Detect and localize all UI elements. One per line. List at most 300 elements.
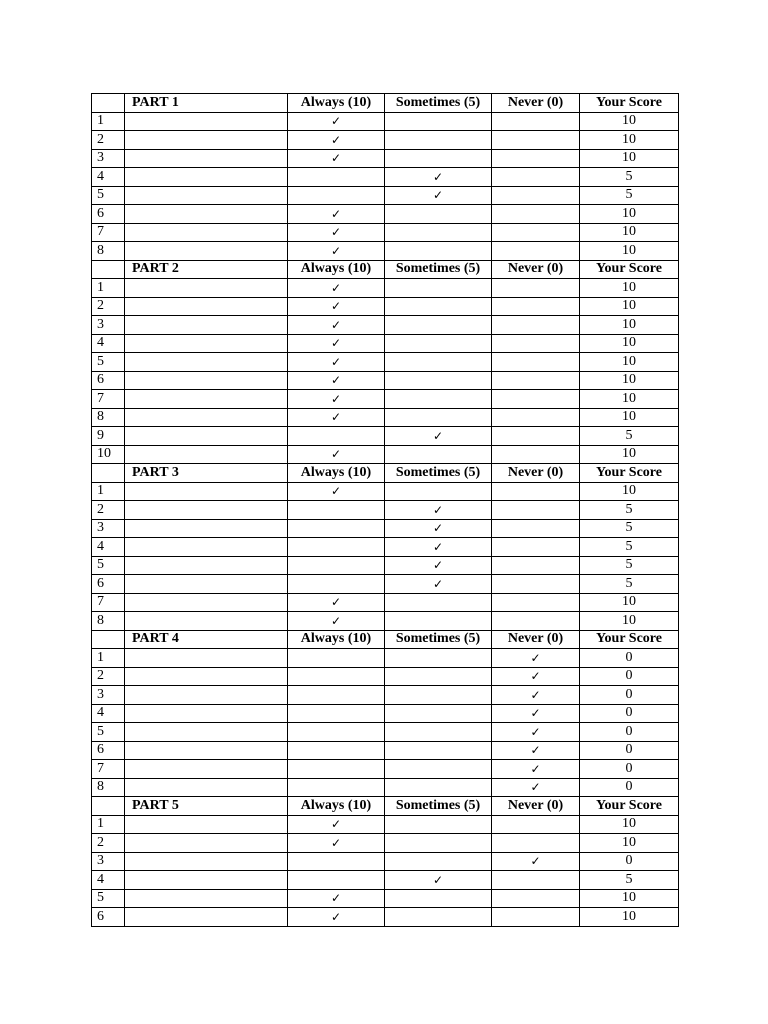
- column-header-score: Your Score: [580, 630, 679, 649]
- table-row: [92, 353, 679, 372]
- table-row: [92, 112, 679, 131]
- answer-cell-never: [492, 889, 580, 908]
- table-row: [92, 334, 679, 353]
- table-row: [92, 778, 679, 797]
- question-number: 1: [92, 279, 125, 298]
- part-header-number-cell: [92, 797, 125, 816]
- answer-cell-always: [288, 371, 385, 390]
- part-header-row: [92, 797, 679, 816]
- question-number: 3: [92, 852, 125, 871]
- column-header-never: Never (0): [492, 464, 580, 483]
- score-value: 5: [580, 427, 679, 446]
- question-number: 4: [92, 334, 125, 353]
- answer-cell-always: [288, 908, 385, 927]
- score-value: 0: [580, 704, 679, 723]
- score-value: 10: [580, 112, 679, 131]
- answer-cell-always: [288, 538, 385, 557]
- answer-cell-sometimes: [385, 834, 492, 853]
- answer-cell-always: [288, 852, 385, 871]
- question-number: 3: [92, 686, 125, 705]
- check-mark-icon: ✓: [432, 502, 444, 517]
- table-row: [92, 723, 679, 742]
- table-row: [92, 501, 679, 520]
- column-header-never: Never (0): [492, 797, 580, 816]
- answer-cell-always: [288, 334, 385, 353]
- question-number: 7: [92, 760, 125, 779]
- table-row: [92, 649, 679, 668]
- check-mark-icon: ✓: [330, 132, 342, 147]
- question-label-cell: [125, 482, 288, 501]
- question-number: 1: [92, 815, 125, 834]
- score-value: 10: [580, 889, 679, 908]
- answer-cell-sometimes: [385, 686, 492, 705]
- answer-cell-always: [288, 242, 385, 261]
- question-label-cell: [125, 223, 288, 242]
- answer-cell-always: [288, 834, 385, 853]
- question-number: 8: [92, 408, 125, 427]
- check-mark-icon: ✓: [330, 354, 342, 369]
- question-number: 7: [92, 390, 125, 409]
- answer-cell-always: [288, 519, 385, 538]
- answer-cell-never: [492, 316, 580, 335]
- answer-cell-sometimes: [385, 575, 492, 594]
- check-mark-icon: ✓: [530, 780, 541, 795]
- check-mark-icon: ✓: [432, 428, 444, 443]
- answer-cell-sometimes: [385, 186, 492, 205]
- answer-cell-sometimes: [385, 149, 492, 168]
- table-row: [92, 205, 679, 224]
- answer-cell-never: [492, 593, 580, 612]
- score-value: 10: [580, 149, 679, 168]
- table-row: [92, 815, 679, 834]
- question-label-cell: [125, 889, 288, 908]
- answer-cell-always: [288, 889, 385, 908]
- scoring-table: [91, 93, 679, 927]
- score-value: 5: [580, 556, 679, 575]
- question-number: 3: [92, 519, 125, 538]
- question-number: 9: [92, 427, 125, 446]
- answer-cell-always: [288, 501, 385, 520]
- score-value: 0: [580, 778, 679, 797]
- score-value: 5: [580, 871, 679, 890]
- question-label-cell: [125, 593, 288, 612]
- check-mark-icon: ✓: [530, 650, 541, 665]
- check-mark-icon: ✓: [330, 243, 342, 258]
- table-row: [92, 242, 679, 261]
- check-mark-icon: ✓: [530, 743, 541, 758]
- score-value: 0: [580, 760, 679, 779]
- answer-cell-always: [288, 612, 385, 631]
- table-row: [92, 612, 679, 631]
- column-header-never: Never (0): [492, 630, 580, 649]
- answer-cell-always: [288, 778, 385, 797]
- question-number: 4: [92, 704, 125, 723]
- answer-cell-always: [288, 741, 385, 760]
- column-header-sometimes: Sometimes (5): [385, 630, 492, 649]
- question-number: 3: [92, 149, 125, 168]
- table-row: [92, 316, 679, 335]
- answer-cell-never: [492, 519, 580, 538]
- question-label-cell: [125, 408, 288, 427]
- check-mark-icon: ✓: [530, 687, 541, 702]
- answer-cell-always: [288, 297, 385, 316]
- check-mark-icon: ✓: [330, 114, 342, 129]
- question-number: 2: [92, 297, 125, 316]
- question-label-cell: [125, 815, 288, 834]
- table-row: [92, 741, 679, 760]
- answer-cell-sometimes: [385, 168, 492, 187]
- check-mark-icon: ✓: [330, 206, 342, 221]
- check-mark-icon: ✓: [432, 576, 444, 591]
- score-value: 5: [580, 575, 679, 594]
- answer-cell-sometimes: [385, 760, 492, 779]
- part-header-row: [92, 630, 679, 649]
- table-row: [92, 297, 679, 316]
- check-mark-icon: ✓: [432, 539, 444, 554]
- answer-cell-never: [492, 686, 580, 705]
- table-row: [92, 519, 679, 538]
- question-number: 2: [92, 501, 125, 520]
- question-number: 1: [92, 112, 125, 131]
- part-header-row: [92, 464, 679, 483]
- question-label-cell: [125, 390, 288, 409]
- score-value: 5: [580, 501, 679, 520]
- answer-cell-always: [288, 112, 385, 131]
- score-value: 0: [580, 723, 679, 742]
- check-mark-icon: ✓: [330, 817, 342, 832]
- question-number: 8: [92, 612, 125, 631]
- table-row: [92, 889, 679, 908]
- table-row: [92, 186, 679, 205]
- answer-cell-always: [288, 131, 385, 150]
- check-mark-icon: ✓: [330, 891, 342, 906]
- question-label-cell: [125, 556, 288, 575]
- question-label-cell: [125, 186, 288, 205]
- question-label-cell: [125, 242, 288, 261]
- check-mark-icon: ✓: [432, 521, 444, 536]
- table-row: [92, 852, 679, 871]
- question-label-cell: [125, 760, 288, 779]
- check-mark-icon: ✓: [330, 909, 342, 924]
- score-value: 10: [580, 223, 679, 242]
- column-header-never: Never (0): [492, 260, 580, 279]
- score-value: 10: [580, 279, 679, 298]
- table-row: [92, 538, 679, 557]
- answer-cell-never: [492, 501, 580, 520]
- answer-cell-sometimes: [385, 242, 492, 261]
- question-number: 6: [92, 908, 125, 927]
- score-value: 5: [580, 519, 679, 538]
- question-label-cell: [125, 205, 288, 224]
- answer-cell-never: [492, 205, 580, 224]
- answer-cell-sometimes: [385, 279, 492, 298]
- score-value: 10: [580, 371, 679, 390]
- answer-cell-sometimes: [385, 112, 492, 131]
- question-number: 5: [92, 353, 125, 372]
- answer-cell-always: [288, 667, 385, 686]
- answer-cell-always: [288, 871, 385, 890]
- answer-cell-sometimes: [385, 353, 492, 372]
- check-mark-icon: ✓: [330, 336, 342, 351]
- answer-cell-always: [288, 223, 385, 242]
- column-header-sometimes: Sometimes (5): [385, 94, 492, 113]
- table-row: [92, 871, 679, 890]
- question-label-cell: [125, 871, 288, 890]
- check-mark-icon: ✓: [330, 484, 342, 499]
- score-value: 10: [580, 353, 679, 372]
- question-label-cell: [125, 723, 288, 742]
- question-number: 5: [92, 556, 125, 575]
- answer-cell-sometimes: [385, 871, 492, 890]
- score-value: 5: [580, 168, 679, 187]
- answer-cell-never: [492, 871, 580, 890]
- answer-cell-always: [288, 723, 385, 742]
- question-number: 4: [92, 871, 125, 890]
- answer-cell-sometimes: [385, 223, 492, 242]
- score-value: 10: [580, 908, 679, 927]
- check-mark-icon: ✓: [330, 299, 342, 314]
- scoring-table-body: [92, 94, 679, 927]
- question-label-cell: [125, 741, 288, 760]
- table-row: [92, 131, 679, 150]
- part-title: PART 1: [125, 94, 288, 113]
- answer-cell-always: [288, 279, 385, 298]
- answer-cell-sometimes: [385, 427, 492, 446]
- answer-cell-never: [492, 408, 580, 427]
- question-label-cell: [125, 316, 288, 335]
- answer-cell-always: [288, 593, 385, 612]
- answer-cell-sometimes: [385, 205, 492, 224]
- question-number: 5: [92, 889, 125, 908]
- question-number: 5: [92, 186, 125, 205]
- score-value: 10: [580, 612, 679, 631]
- question-number: 1: [92, 482, 125, 501]
- score-value: 10: [580, 316, 679, 335]
- question-label-cell: [125, 538, 288, 557]
- answer-cell-never: [492, 445, 580, 464]
- part-title: PART 5: [125, 797, 288, 816]
- answer-cell-always: [288, 815, 385, 834]
- question-label-cell: [125, 297, 288, 316]
- part-title: PART 4: [125, 630, 288, 649]
- answer-cell-never: [492, 131, 580, 150]
- check-mark-icon: ✓: [330, 317, 342, 332]
- part-header-number-cell: [92, 464, 125, 483]
- answer-cell-never: [492, 704, 580, 723]
- question-label-cell: [125, 131, 288, 150]
- table-row: [92, 575, 679, 594]
- answer-cell-sometimes: [385, 131, 492, 150]
- check-mark-icon: ✓: [432, 169, 444, 184]
- question-label-cell: [125, 612, 288, 631]
- score-value: 10: [580, 131, 679, 150]
- part-header-number-cell: [92, 260, 125, 279]
- table-row: [92, 760, 679, 779]
- check-mark-icon: ✓: [330, 835, 342, 850]
- answer-cell-never: [492, 242, 580, 261]
- answer-cell-never: [492, 612, 580, 631]
- column-header-never: Never (0): [492, 94, 580, 113]
- column-header-sometimes: Sometimes (5): [385, 464, 492, 483]
- part-header-number-cell: [92, 630, 125, 649]
- column-header-sometimes: Sometimes (5): [385, 260, 492, 279]
- question-label-cell: [125, 834, 288, 853]
- answer-cell-never: [492, 112, 580, 131]
- question-number: 5: [92, 723, 125, 742]
- answer-cell-always: [288, 427, 385, 446]
- answer-cell-never: [492, 852, 580, 871]
- table-row: [92, 686, 679, 705]
- answer-cell-always: [288, 186, 385, 205]
- answer-cell-sometimes: [385, 538, 492, 557]
- column-header-sometimes: Sometimes (5): [385, 797, 492, 816]
- answer-cell-always: [288, 760, 385, 779]
- check-mark-icon: ✓: [330, 613, 342, 628]
- question-label-cell: [125, 649, 288, 668]
- column-header-score: Your Score: [580, 464, 679, 483]
- question-number: 1: [92, 649, 125, 668]
- check-mark-icon: ✓: [432, 188, 444, 203]
- answer-cell-sometimes: [385, 408, 492, 427]
- table-row: [92, 390, 679, 409]
- table-row: [92, 279, 679, 298]
- table-row: [92, 704, 679, 723]
- check-mark-icon: ✓: [530, 761, 541, 776]
- score-value: 10: [580, 297, 679, 316]
- question-label-cell: [125, 112, 288, 131]
- check-mark-icon: ✓: [530, 669, 541, 684]
- answer-cell-sometimes: [385, 501, 492, 520]
- answer-cell-sometimes: [385, 297, 492, 316]
- table-row: [92, 593, 679, 612]
- score-value: 0: [580, 686, 679, 705]
- answer-cell-always: [288, 390, 385, 409]
- question-number: 2: [92, 131, 125, 150]
- part-header-number-cell: [92, 94, 125, 113]
- answer-cell-sometimes: [385, 334, 492, 353]
- answer-cell-always: [288, 556, 385, 575]
- answer-cell-sometimes: [385, 445, 492, 464]
- question-label-cell: [125, 852, 288, 871]
- question-label-cell: [125, 168, 288, 187]
- score-value: 10: [580, 334, 679, 353]
- question-label-cell: [125, 427, 288, 446]
- question-label-cell: [125, 686, 288, 705]
- answer-cell-never: [492, 908, 580, 927]
- answer-cell-always: [288, 575, 385, 594]
- answer-cell-never: [492, 482, 580, 501]
- question-label-cell: [125, 279, 288, 298]
- score-value: 0: [580, 852, 679, 871]
- check-mark-icon: ✓: [330, 410, 342, 425]
- score-value: 0: [580, 741, 679, 760]
- check-mark-icon: ✓: [530, 706, 541, 721]
- answer-cell-sometimes: [385, 556, 492, 575]
- answer-cell-never: [492, 815, 580, 834]
- column-header-always: Always (10): [288, 94, 385, 113]
- answer-cell-sometimes: [385, 908, 492, 927]
- score-value: 0: [580, 667, 679, 686]
- answer-cell-never: [492, 778, 580, 797]
- question-number: 6: [92, 371, 125, 390]
- score-value: 10: [580, 593, 679, 612]
- check-mark-icon: ✓: [432, 872, 444, 887]
- table-row: [92, 482, 679, 501]
- column-header-always: Always (10): [288, 630, 385, 649]
- answer-cell-never: [492, 297, 580, 316]
- score-value: 10: [580, 834, 679, 853]
- score-value: 10: [580, 482, 679, 501]
- question-label-cell: [125, 704, 288, 723]
- question-number: 2: [92, 667, 125, 686]
- question-label-cell: [125, 149, 288, 168]
- answer-cell-never: [492, 223, 580, 242]
- answer-cell-never: [492, 168, 580, 187]
- score-value: 5: [580, 186, 679, 205]
- answer-cell-sometimes: [385, 852, 492, 871]
- part-header-row: [92, 94, 679, 113]
- table-row: [92, 667, 679, 686]
- answer-cell-sometimes: [385, 649, 492, 668]
- answer-cell-never: [492, 760, 580, 779]
- question-number: 6: [92, 205, 125, 224]
- answer-cell-always: [288, 316, 385, 335]
- question-number: 4: [92, 168, 125, 187]
- score-value: 10: [580, 445, 679, 464]
- table-row: [92, 168, 679, 187]
- answer-cell-never: [492, 667, 580, 686]
- answer-cell-always: [288, 408, 385, 427]
- question-label-cell: [125, 519, 288, 538]
- check-mark-icon: ✓: [330, 447, 342, 462]
- check-mark-icon: ✓: [330, 151, 342, 166]
- answer-cell-never: [492, 834, 580, 853]
- answer-cell-never: [492, 723, 580, 742]
- answer-cell-sometimes: [385, 519, 492, 538]
- score-value: 10: [580, 390, 679, 409]
- table-row: [92, 223, 679, 242]
- question-number: 2: [92, 834, 125, 853]
- column-header-score: Your Score: [580, 260, 679, 279]
- answer-cell-never: [492, 390, 580, 409]
- question-number: 10: [92, 445, 125, 464]
- question-number: 3: [92, 316, 125, 335]
- answer-cell-always: [288, 686, 385, 705]
- answer-cell-always: [288, 168, 385, 187]
- question-label-cell: [125, 353, 288, 372]
- answer-cell-sometimes: [385, 371, 492, 390]
- answer-cell-always: [288, 205, 385, 224]
- answer-cell-sometimes: [385, 593, 492, 612]
- answer-cell-sometimes: [385, 815, 492, 834]
- table-row: [92, 427, 679, 446]
- question-number: 8: [92, 242, 125, 261]
- question-label-cell: [125, 778, 288, 797]
- question-label-cell: [125, 575, 288, 594]
- answer-cell-always: [288, 649, 385, 668]
- answer-cell-always: [288, 353, 385, 372]
- answer-cell-never: [492, 353, 580, 372]
- table-row: [92, 445, 679, 464]
- table-row: [92, 371, 679, 390]
- answer-cell-sometimes: [385, 704, 492, 723]
- column-header-always: Always (10): [288, 260, 385, 279]
- question-label-cell: [125, 445, 288, 464]
- answer-cell-never: [492, 575, 580, 594]
- check-mark-icon: ✓: [330, 225, 342, 240]
- question-number: 8: [92, 778, 125, 797]
- part-title: PART 3: [125, 464, 288, 483]
